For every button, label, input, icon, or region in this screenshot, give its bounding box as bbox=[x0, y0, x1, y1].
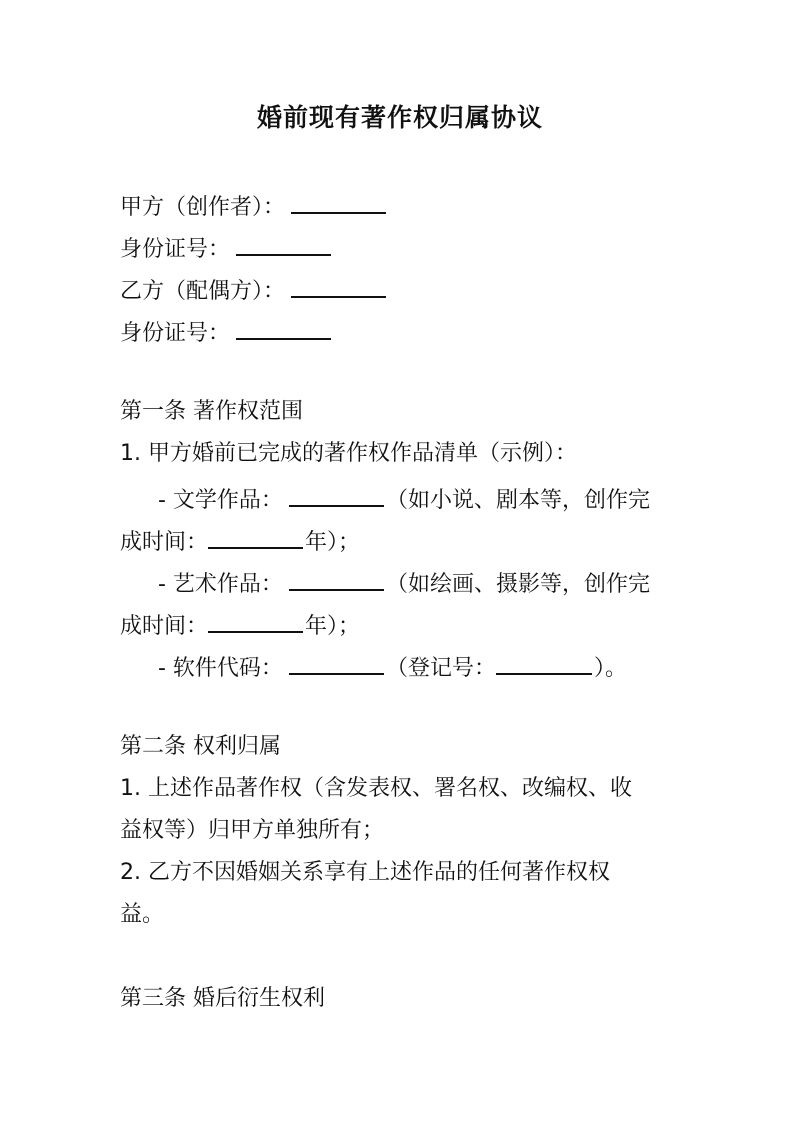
literary-label: - 文学作品： bbox=[158, 488, 283, 513]
article1-heading: 第一条 著作权范围 bbox=[120, 399, 303, 424]
party-a-id-label: 身份证号： bbox=[120, 237, 231, 262]
art-row bbox=[158, 565, 650, 600]
party-a-row bbox=[120, 188, 388, 223]
party-b-name-blank bbox=[291, 272, 386, 298]
art-time-blank bbox=[208, 607, 303, 633]
software-reg-blank bbox=[496, 649, 592, 675]
party-b-id-label: 身份证号： bbox=[120, 321, 231, 346]
art-label: - 艺术作品： bbox=[158, 572, 283, 597]
literary-time-row bbox=[120, 523, 360, 558]
literary-blank bbox=[289, 481, 384, 507]
literary-row bbox=[158, 481, 650, 516]
art-time-label: 成时间： bbox=[120, 614, 209, 639]
article2-item1-line1: 1. 上述作品著作权（含发表权、署名权、改编权、收 bbox=[120, 776, 632, 801]
software-label: - 软件代码： bbox=[158, 656, 283, 681]
article2-item2-line1: 2. 乙方不因婚姻关系享有上述作品的任何著作权权 bbox=[120, 860, 610, 885]
software-blank bbox=[289, 649, 384, 675]
article2-item2-line2: 益。 bbox=[120, 902, 165, 927]
article1-item1: 1. 甲方婚前已完成的著作权作品清单（示例）： bbox=[120, 441, 577, 466]
party-a-label: 甲方（创作者）： bbox=[120, 195, 286, 220]
party-a-id-blank bbox=[236, 230, 331, 256]
party-b-label: 乙方（配偶方）： bbox=[120, 279, 286, 304]
software-row bbox=[158, 649, 627, 684]
art-time-suffix: 年）； bbox=[305, 614, 361, 639]
document-title: 婚前现有著作权归属协议 bbox=[256, 103, 543, 132]
art-note: （如绘画、摄影等，创作完 bbox=[385, 572, 650, 597]
literary-time-suffix: 年）； bbox=[305, 530, 361, 555]
art-time-row bbox=[120, 607, 360, 642]
literary-time-label: 成时间： bbox=[120, 530, 209, 555]
art-blank bbox=[289, 565, 384, 591]
article2-item1-line2: 益权等）归甲方单独所有； bbox=[120, 818, 385, 843]
software-reg-suffix: ）。 bbox=[593, 656, 627, 681]
literary-note: （如小说、剧本等，创作完 bbox=[385, 488, 650, 513]
software-reg-label: （登记号： bbox=[385, 656, 496, 681]
party-a-name-blank bbox=[291, 188, 386, 214]
literary-time-blank bbox=[208, 523, 303, 549]
article2-heading: 第二条 权利归属 bbox=[120, 734, 281, 759]
party-b-id-blank bbox=[236, 314, 331, 340]
party-a-id-row bbox=[120, 230, 333, 265]
party-b-row bbox=[120, 272, 388, 307]
article3-heading: 第三条 婚后衍生权利 bbox=[120, 986, 325, 1011]
party-b-id-row bbox=[120, 314, 333, 349]
